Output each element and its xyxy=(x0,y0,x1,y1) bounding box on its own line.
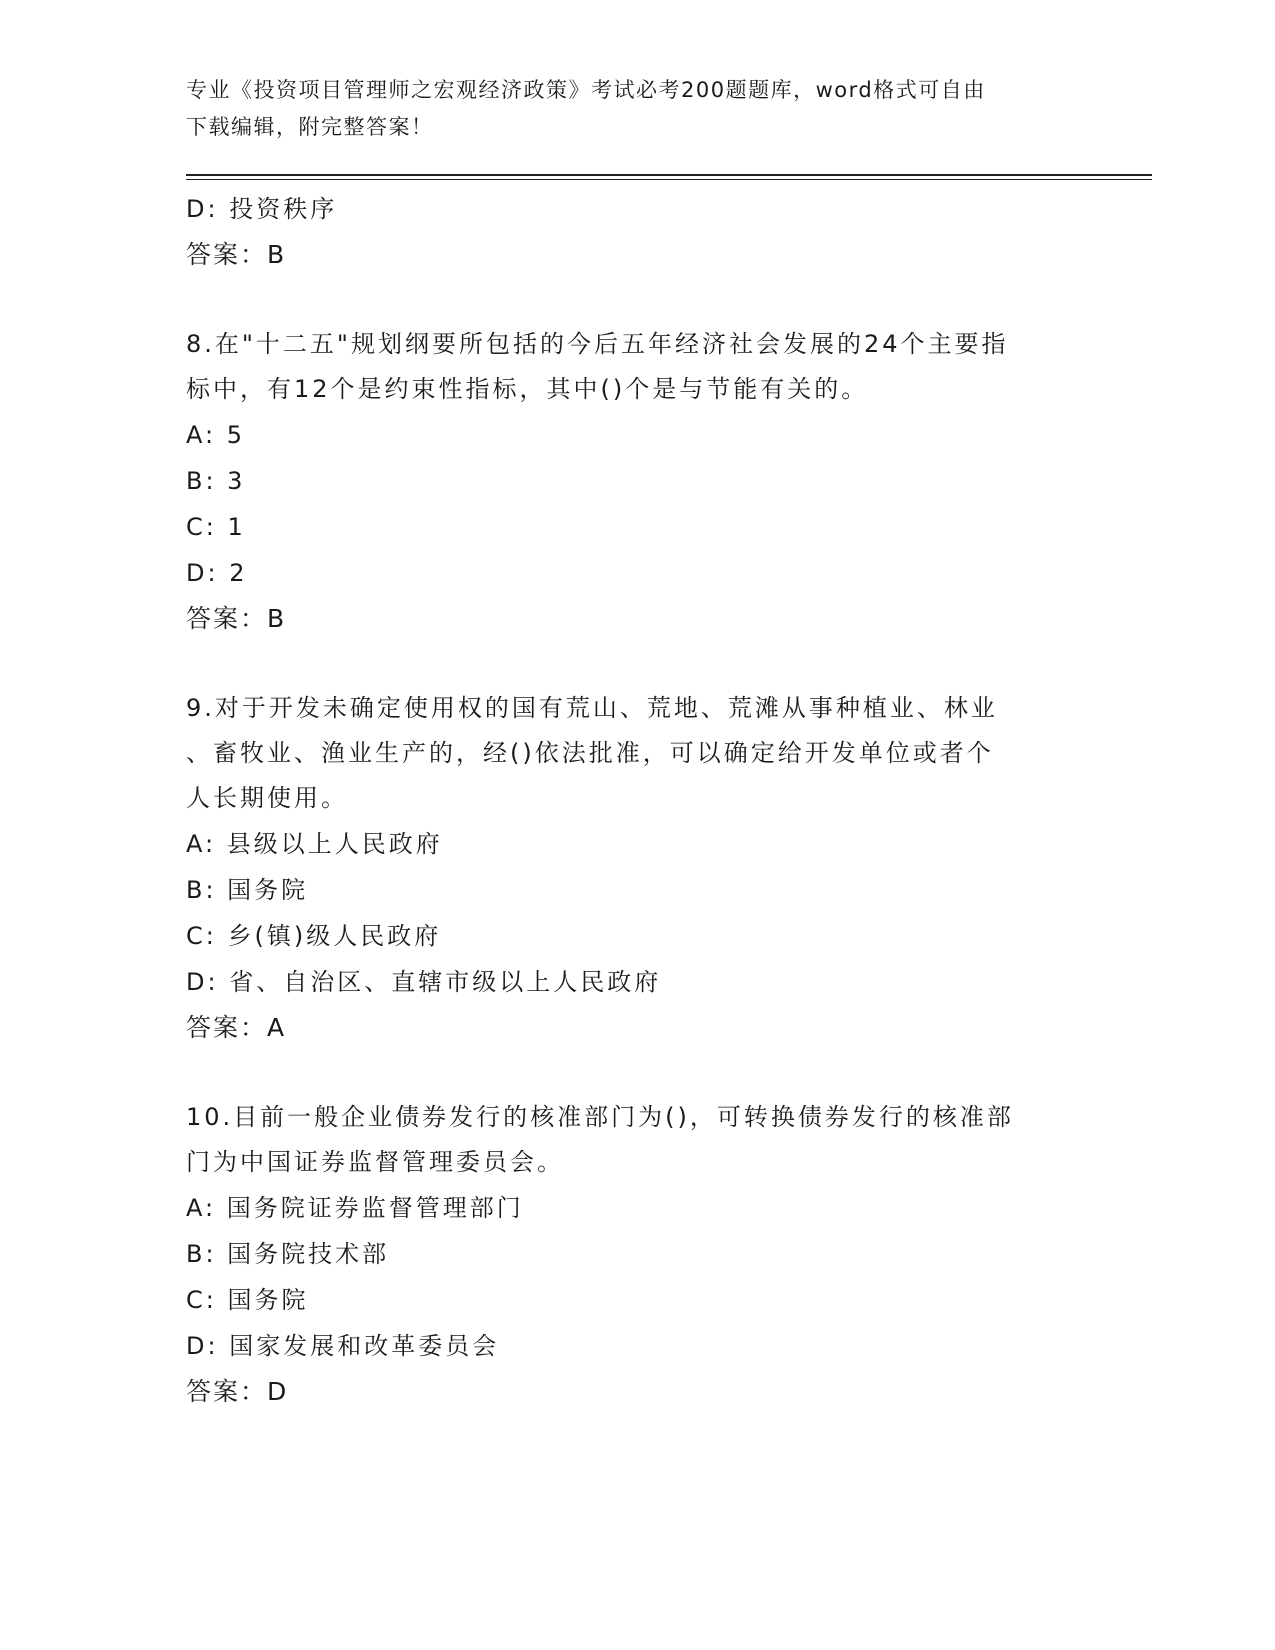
option-a: A: 县级以上人民政府 xyxy=(186,830,443,858)
question-7-tail xyxy=(186,186,1076,278)
header-line-1: 专业《投资项目管理师之宏观经济政策》考试必考200题题库，word格式可自由 xyxy=(186,78,986,102)
option-d: D: 省、自治区、直辖市级以上人民政府 xyxy=(186,968,662,996)
spacer xyxy=(186,278,1076,322)
option-d: D: 国家发展和改革委员会 xyxy=(186,1332,500,1360)
question-10 xyxy=(186,1095,1076,1415)
option-c: C: 1 xyxy=(186,513,246,541)
option-b: B: 国务院技术部 xyxy=(186,1240,390,1268)
question-stem-line: 10.目前一般企业债券发行的核准部门为()，可转换债券发行的核准部 xyxy=(186,1103,1014,1131)
header-line-2: 下载编辑，附完整答案！ xyxy=(186,115,434,139)
spacer xyxy=(186,1051,1076,1095)
question-stem-line: 8.在"十二五"规划纲要所包括的今后五年经济社会发展的24个主要指 xyxy=(186,330,1009,358)
option-a: A: 国务院证券监督管理部门 xyxy=(186,1194,524,1222)
option-b: B: 3 xyxy=(186,467,246,495)
option-d: D: 投资秩序 xyxy=(186,195,338,223)
answer-label: 答案：A xyxy=(186,1013,287,1042)
document-header xyxy=(186,72,1066,146)
question-8 xyxy=(186,322,1076,642)
option-b: B: 国务院 xyxy=(186,876,309,904)
question-stem-line: 人长期使用。 xyxy=(186,784,348,812)
answer-label: 答案：D xyxy=(186,1377,289,1406)
spacer xyxy=(186,642,1076,686)
header-divider-thin xyxy=(186,179,1152,180)
answer-label: 答案：B xyxy=(186,604,287,633)
question-stem-line: 9.对于开发未确定使用权的国有荒山、荒地、荒滩从事种植业、林业 xyxy=(186,694,998,722)
question-stem-line: 、畜牧业、渔业生产的，经()依法批准，可以确定给开发单位或者个 xyxy=(186,739,994,767)
option-c: C: 乡(镇)级人民政府 xyxy=(186,922,442,950)
header-divider-thick xyxy=(186,174,1152,176)
question-stem-line: 标中，有12个是约束性指标，其中()个是与节能有关的。 xyxy=(186,375,869,403)
question-stem-line: 门为中国证券监督管理委员会。 xyxy=(186,1148,564,1176)
answer-label: 答案：B xyxy=(186,240,287,269)
option-a: A: 5 xyxy=(186,421,245,449)
option-c: C: 国务院 xyxy=(186,1286,309,1314)
question-9 xyxy=(186,686,1076,1051)
option-d: D: 2 xyxy=(186,559,248,587)
question-list xyxy=(186,186,1076,1415)
